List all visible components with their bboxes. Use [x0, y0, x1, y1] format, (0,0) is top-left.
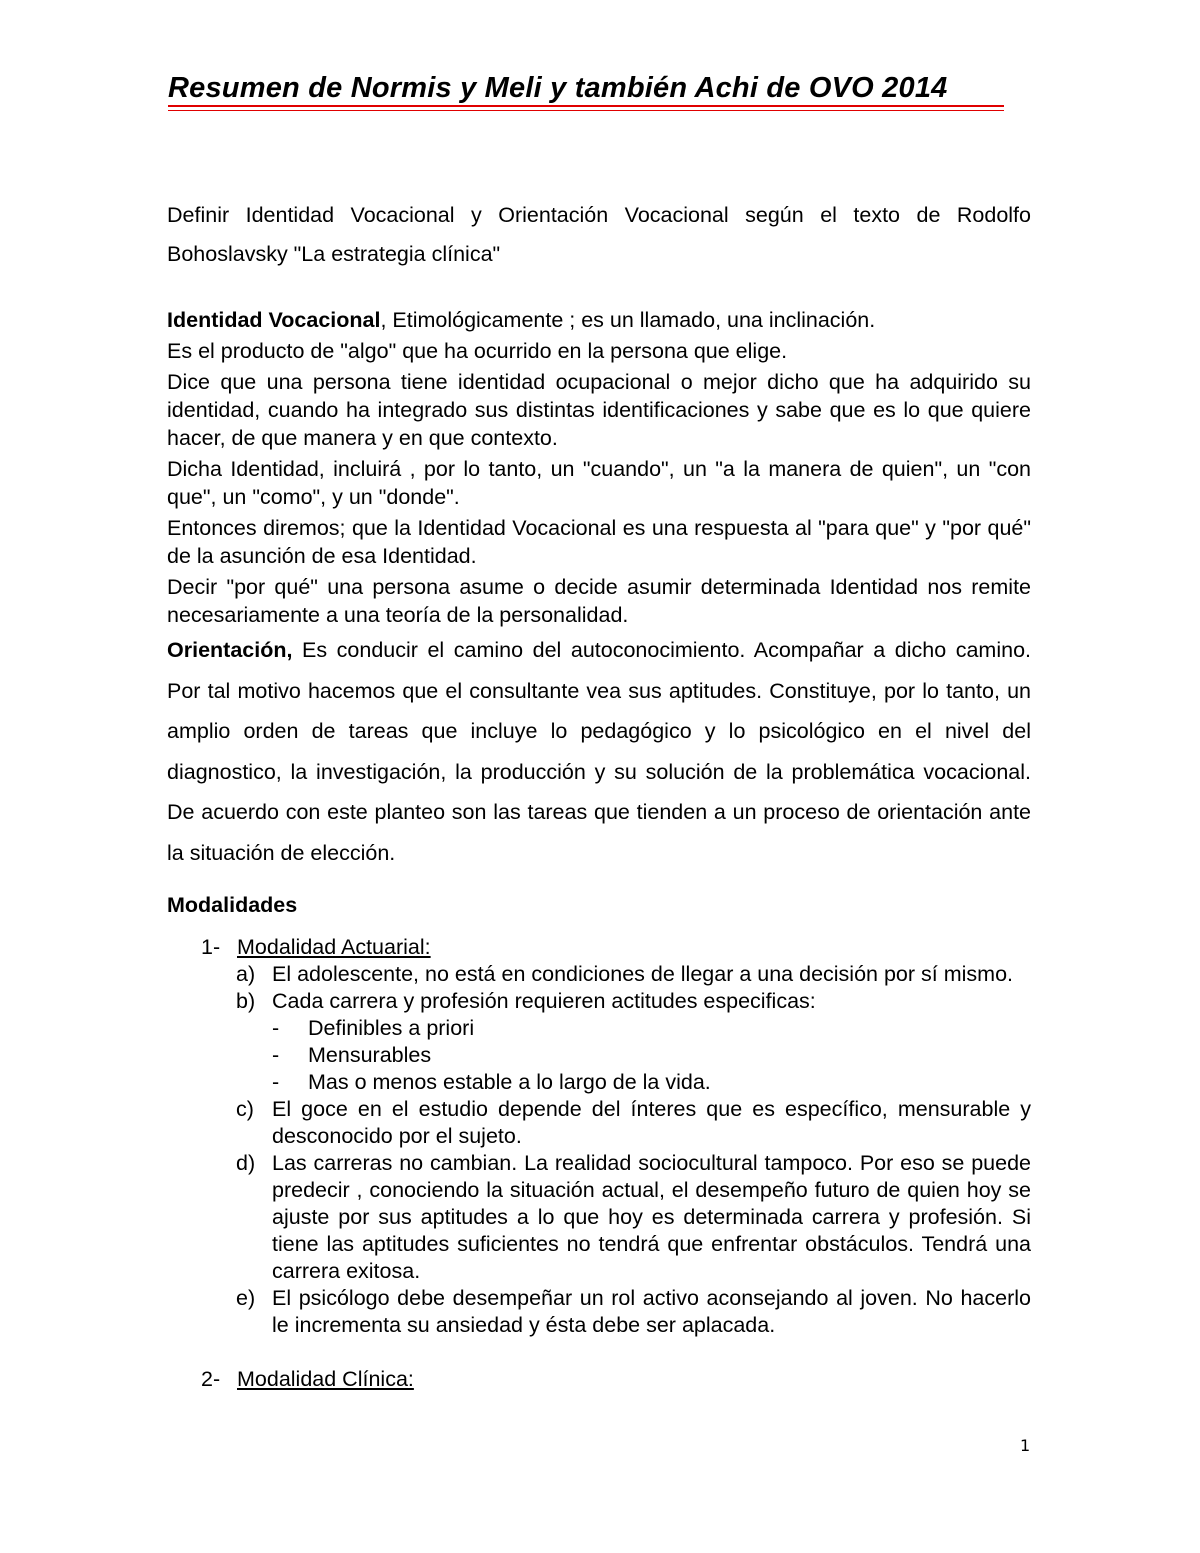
modalidad-actuarial-heading — [201, 933, 1031, 961]
modalidad-title: Modalidad Actuarial: — [237, 935, 431, 959]
sub-list-item-text: Mas o menos estable a lo largo de la vida. — [308, 1070, 711, 1094]
list-item — [236, 988, 1031, 1015]
list-item — [236, 1285, 1031, 1339]
list-item-text: El adolescente, no está en condiciones de llegar a una decisión por sí mismo. — [272, 962, 1013, 986]
orientacion-label: Orientación, — [167, 638, 293, 662]
modalidad-title: Modalidad Clínica: — [237, 1367, 414, 1391]
identidad-paragraph: Dice que una persona tiene identidad ocupacional o mejor dicho que ha adquirido su identidad, cuando ha integrado sus distintas identificaciones y sabe que es lo que quiere hacer, de que manera y en que contexto. — [167, 370, 1031, 450]
dash-bullet: - — [272, 1043, 280, 1067]
list-item-text: Cada carrera y profesión requieren actitudes especificas: — [272, 989, 816, 1013]
dash-bullet: - — [272, 1070, 280, 1094]
modalidades-heading: Modalidades — [167, 893, 298, 917]
list-item-text: El psicólogo debe desempeñar un rol activo aconsejando al joven. No hacerlo le incrementa su ansiedad y ésta debe ser aplacada. — [272, 1286, 1031, 1337]
sub-list-item — [272, 1015, 1031, 1042]
sub-list-item — [272, 1042, 1031, 1069]
page-number: 1 — [1020, 1436, 1031, 1455]
dash-bullet: - — [272, 1016, 280, 1040]
modalidad-clinica-heading — [201, 1365, 1031, 1393]
list-item-text: Las carreras no cambian. La realidad sociocultural tampoco. Por eso se puede predecir , conociendo la situación actual, el desempeño futuro de quien hoy se ajuste por sus aptitudes a lo que hoy es determinada carrera y profesión. Si tiene las aptitudes suficientes no tendrá que enfrentar obstáculos. Tendrá una carrera exitosa. — [272, 1151, 1031, 1283]
list-letter: a) — [236, 962, 256, 986]
identidad-paragraph: Dicha Identidad, incluirá , por lo tanto, un "cuando", un "a la manera de quien", un "con que", un "como", y un "donde". — [167, 457, 1031, 509]
identidad-definition — [167, 306, 1031, 334]
list-item-text: El goce en el estudio depende del ínteres que es específico, mensurable y desconocido por el sujeto. — [272, 1097, 1031, 1148]
document-body — [167, 196, 1031, 1393]
identidad-first-text: , Etimológicamente ; es un llamado, una inclinación. — [380, 308, 876, 332]
document-title: Resumen de Normis y Meli y también Achi de OVO 2014 — [168, 72, 948, 104]
list-item — [236, 1150, 1031, 1285]
list-letter: e) — [236, 1286, 256, 1310]
orientacion-paragraph — [167, 630, 1031, 873]
sub-list-item-text: Definibles a priori — [308, 1016, 475, 1040]
orientacion-text: Es conducir el camino del autoconocimiento. Acompañar a dicho camino. Por tal motivo hacemos que el consultante vea sus aptitudes. Constituye, por lo tanto, un amplio orden de tareas que incluye lo pedagógico y lo psicológico en el nivel del diagnostico, la investigación, la producción y su solución de la problemática vocacional. De acuerdo con este planteo son las tareas que tienden a un proceso de orientación ante la situación de elección. — [167, 638, 1031, 865]
title-underline-secondary — [168, 110, 1004, 111]
intro-paragraph: Definir Identidad Vocacional y Orientación Vocacional según el texto de Rodolfo Bohoslavsky "La estrategia clínica" — [167, 203, 1031, 266]
list-number: 1- — [201, 935, 221, 959]
list-item — [236, 961, 1031, 988]
identidad-paragraph: Es el producto de "algo" que ha ocurrido en la persona que elige. — [167, 339, 788, 363]
list-letter: c) — [236, 1097, 254, 1121]
title-underline — [168, 105, 1004, 107]
sub-list-item — [272, 1069, 1031, 1096]
identidad-label: Identidad Vocacional — [167, 308, 381, 332]
sub-list-item-text: Mensurables — [308, 1043, 432, 1067]
list-letter: d) — [236, 1151, 256, 1175]
identidad-paragraph: Entonces diremos; que la Identidad Vocacional es una respuesta al "para que" y "por qué" de la asunción de esa Identidad. — [167, 516, 1031, 568]
list-item — [236, 1096, 1031, 1150]
identidad-paragraph: Decir "por qué" una persona asume o decide asumir determinada Identidad nos remite necesariamente a una teoría de la personalidad. — [167, 575, 1031, 627]
list-letter: b) — [236, 989, 256, 1013]
list-number: 2- — [201, 1367, 221, 1391]
